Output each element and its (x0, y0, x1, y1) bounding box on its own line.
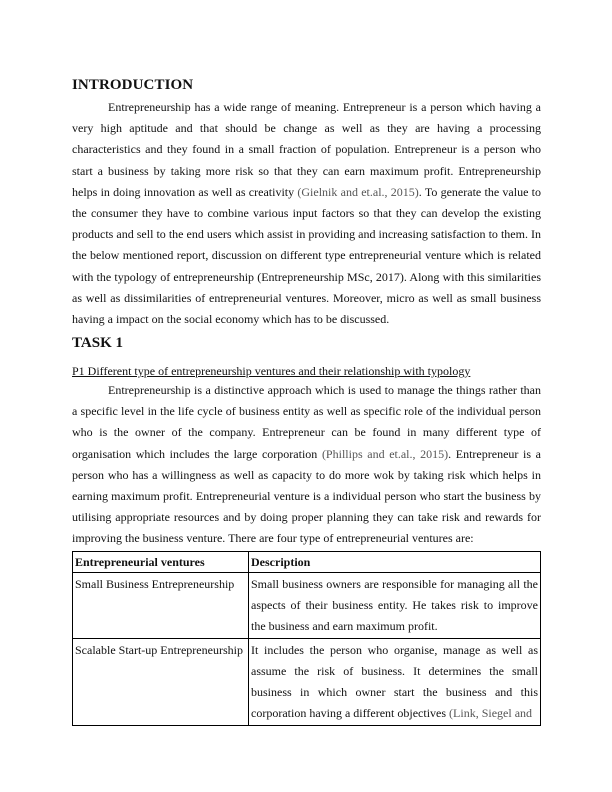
intro-citation: (Gielnik and et.al., 2015) (297, 184, 419, 199)
task1-subheading: P1 Different type of entrepreneurship ventures and their relationship with typology (72, 364, 471, 378)
task1-heading: TASK 1 (72, 335, 123, 351)
table-citation: (Link, Siegel and (449, 706, 533, 720)
table-header-description: Description (249, 552, 541, 573)
task1-paragraph (72, 380, 541, 550)
table-header-row (73, 552, 541, 573)
ventures-table (72, 551, 541, 726)
table-header-venture: Entrepreneurial ventures (73, 552, 249, 573)
intro-heading: INTRODUCTION (72, 77, 194, 93)
task1-text-1: Entrepreneurship is a distinctive approach which is used to manage the things rather than a specific level in the life cycle of business entity as well as specific role of the individual person who is the owner of the company. Entrepreneur can be found in many different type of organisation which includes the large corporation (72, 383, 541, 461)
table-row (73, 639, 541, 726)
task1-citation: (Phillips and et.al., 2015) (321, 446, 449, 461)
task1-text-2: . Entrepreneur is a person who has a willingness as well as capacity to do more wok by taking risk which helps in earning maximum profit. Entrepreneurial venture is a individual person who start the business by utilising appropriate resources and by doing proper planning they can take risk and rewards for improving the business venture. There are four type of entrepreneurial ventures are: (72, 446, 541, 546)
table-cell-venture: Small Business Entrepreneurship (73, 573, 249, 639)
intro-text-1: Entrepreneurship has a wide range of meaning. Entrepreneur is a person which having a very high aptitude and that should be change as well as they are having a processing characteristics and they found in a small fraction of population. Entrepreneur is a person who start a business by taking more risk so that they can earn maximum profit. Entrepreneurship helps in doing innovation as well as creativity (72, 100, 541, 199)
table-cell-description (249, 639, 541, 726)
intro-text-2: . To generate the value to the consumer they have to combine various input factors so that they can develop the existing products and sell to the end users which assist in providing and increasing satisfaction to them. In the below mentioned report, discussion on different type entrepreneurial venture which is related with the typology of entrepreneurship (Entrepreneurship MSc, 2017). Along with this similarities as well as dissimilarities of entrepreneurial ventures. Moreover, micro as well as small business having a impact on the social economy which has to be discussed. (72, 184, 541, 327)
table-description-text: It includes the person who organise, manage as well as assume the risk of business. It determines the small business in which owner start the business and this corporation having a different objectives (251, 643, 538, 720)
table-cell-description: Small business owners are responsible for managing all the aspects of their business entity. He takes risk to improve the business and earn maximum profit. (249, 573, 541, 639)
intro-paragraph (72, 97, 541, 330)
table-cell-venture: Scalable Start-up Entrepreneurship (73, 639, 249, 726)
table-row (73, 573, 541, 639)
